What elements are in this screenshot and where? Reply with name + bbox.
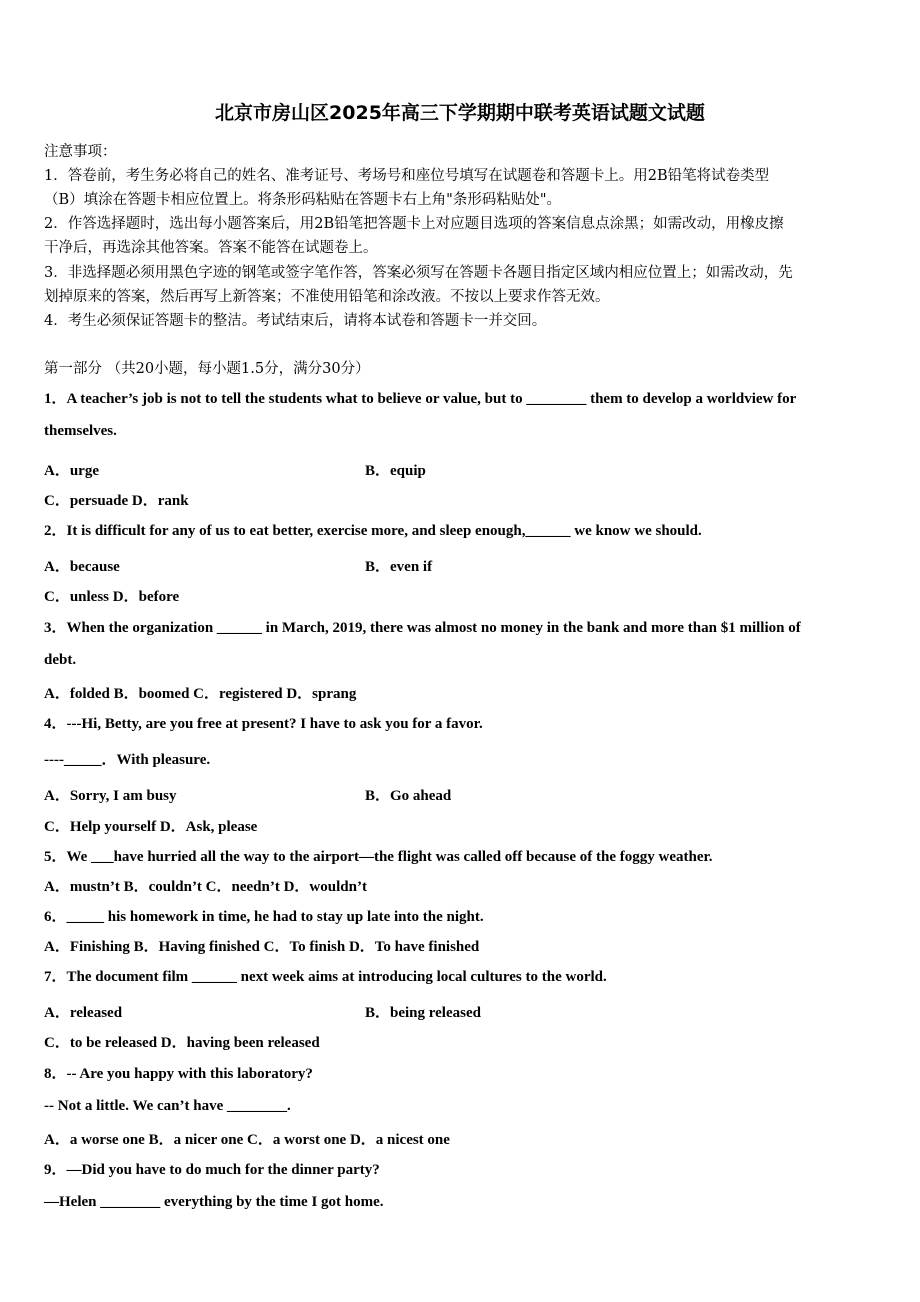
- question-7-option-b: B．being released: [365, 1005, 481, 1021]
- question-2-option-a: A．because: [44, 559, 120, 575]
- question-1-option-a: A．urge: [44, 463, 99, 479]
- question-4-options-cd: C．Help yourself D．Ask, please: [44, 819, 258, 835]
- question-1-stem-cont: themselves.: [44, 423, 117, 439]
- question-5-stem: 5．We ___have hurried all the way to the airport—the flight was called off because of the foggy weather.: [44, 849, 713, 865]
- section-heading: 第一部分 （共20小题，每小题1.5分，满分30分）: [44, 361, 370, 377]
- question-7-options-cd: C．to be released D．having been released: [44, 1035, 320, 1051]
- question-1-stem: 1．A teacher’s job is not to tell the students what to believe or value, but to ________ them to develop a worldview for: [44, 391, 797, 407]
- question-6-options: A．Finishing B．Having finished C．To finish D．To have finished: [44, 939, 480, 955]
- question-1-option-b: B．equip: [365, 463, 426, 479]
- question-9-stem-cont: —Helen ________ everything by the time I got home.: [44, 1194, 384, 1210]
- notice-heading: 注意事项：: [44, 144, 117, 160]
- question-3-options: A．folded B．boomed C．registered D．sprang: [44, 686, 357, 702]
- question-4-option-b: B．Go ahead: [365, 788, 452, 804]
- question-5-options: A．mustn’t B．couldn’t C．needn’t D．wouldn’t: [44, 879, 367, 895]
- notice-line: 1．答卷前，考生务必将自己的姓名、准考证号、考场号和座位号填写在试题卷和答题卡上。用2B铅笔将试卷类型: [44, 168, 770, 184]
- notice-line: 3．非选择题必须用黑色字迹的钢笔或签字笔作答，答案必须写在答题卡各题目指定区域内相应位置上；如需改动，先: [44, 265, 793, 281]
- question-4-option-a: A．Sorry, I am busy: [44, 788, 177, 804]
- question-3-stem: 3．When the organization ______ in March, 2019, there was almost no money in the bank and more than $1 million of: [44, 620, 801, 636]
- question-3-stem-cont: debt.: [44, 652, 77, 668]
- question-4-stem-cont: ----_____．With pleasure.: [44, 752, 211, 768]
- notice-line: （B）填涂在答题卡相应位置上。将条形码粘贴在答题卡右上角"条形码粘贴处"。: [44, 192, 561, 208]
- question-8-stem: 8．-- Are you happy with this laboratory?: [44, 1066, 313, 1082]
- notice-line: 划掉原来的答案，然后再写上新答案；不准使用铅笔和涂改液。不按以上要求作答无效。: [44, 289, 610, 305]
- notice-line: 干净后，再选涂其他答案。答案不能答在试题卷上。: [44, 240, 378, 256]
- question-2-options-cd: C．unless D．before: [44, 589, 180, 605]
- question-7-stem: 7．The document film ______ next week aims at introducing local cultures to the world.: [44, 969, 607, 985]
- question-9-stem: 9．—Did you have to do much for the dinner party?: [44, 1162, 380, 1178]
- question-4-stem: 4．---Hi, Betty, are you free at present? I have to ask you for a favor.: [44, 716, 483, 732]
- notice-line: 2．作答选择题时，选出每小题答案后，用2B铅笔把答题卡上对应题目选项的答案信息点涂黑；如需改动，用橡皮擦: [44, 216, 784, 232]
- notice-line: 4．考生必须保证答题卡的整洁。考试结束后，请将本试卷和答题卡一并交回。: [44, 313, 547, 329]
- question-6-stem: 6．_____ his homework in time, he had to stay up late into the night.: [44, 909, 484, 925]
- question-8-options: A．a worse one B．a nicer one C．a worst one D．a nicest one: [44, 1132, 450, 1148]
- page-title: 北京市房山区2025年高三下学期期中联考英语试题文试题: [215, 102, 705, 124]
- question-2-stem: 2．It is difficult for any of us to eat better, exercise more, and sleep enough,______ we know we should.: [44, 523, 702, 539]
- question-8-stem-cont: -- Not a little. We can’t have ________.: [44, 1098, 291, 1114]
- question-1-options-cd: C．persuade D．rank: [44, 493, 189, 509]
- question-7-option-a: A．released: [44, 1005, 123, 1021]
- question-2-option-b: B．even if: [365, 559, 433, 575]
